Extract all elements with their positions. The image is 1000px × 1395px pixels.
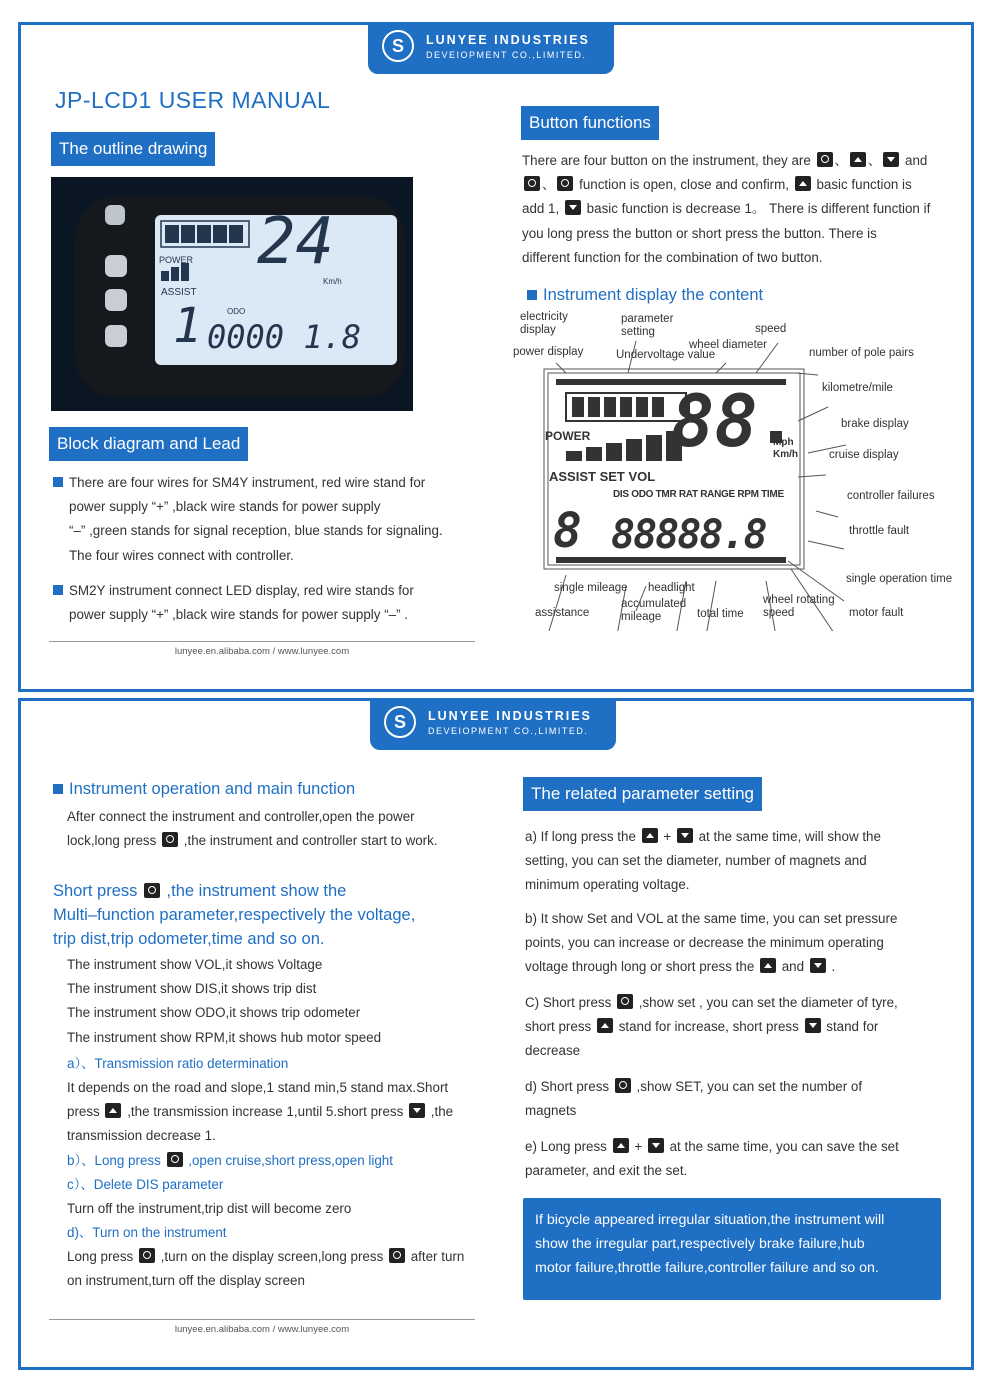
diagram-label-single-mileage: single mileage xyxy=(554,582,628,594)
power-button-icon xyxy=(139,1248,155,1263)
button-functions-text: There are four button on the instrument, they are 、 、 and 、 function is open, close and confirm, basic function is add 1, basic function is decrease 1。 There is different function if you long press the button or short press the button. There is different function for the combination of two button. xyxy=(522,153,931,265)
brand-subtitle: DEVEIOPMENT CO.,LIMITED. xyxy=(428,726,589,736)
diagram-label-brake: brake display xyxy=(841,418,909,430)
lcd-parameter-row: DIS ODO TMR RAT RANGE RPM TIME xyxy=(613,489,784,500)
short-press-lines: The instrument show VOL,it shows Voltage The instrument show DIS,it shows trip dist The instrument show ODO,it shows trip odometer The instrument show RPM,it shows hub motor speed xyxy=(67,957,382,1045)
down-button-icon xyxy=(677,828,693,843)
lcd-digit-row: 88888.8 xyxy=(611,512,766,558)
power-button-icon xyxy=(162,832,178,847)
photo-level: 1 xyxy=(173,298,202,354)
power-button-icon xyxy=(617,994,633,1009)
down-button-icon xyxy=(810,958,826,973)
diagram-label-cruise: cruise display xyxy=(829,449,899,461)
brand-mark-icon: S xyxy=(382,30,414,62)
irregular-situation-callout: If bicycle appeared irregular situation,the instrument will show the irregular part,respectively brake failure,hub motor failure,throttle failure,controller failure and so on. xyxy=(523,1198,941,1300)
manual-title: JP-LCD1 USER MANUAL xyxy=(55,87,331,113)
down-button-icon xyxy=(565,200,581,215)
lcd-photo xyxy=(51,177,413,411)
bullet-square-icon xyxy=(53,784,63,794)
power-button-icon xyxy=(144,883,160,898)
down-button-icon xyxy=(883,152,899,167)
brand-logo xyxy=(370,698,616,750)
up-button-icon xyxy=(642,828,658,843)
diagram-label-power-display: power display xyxy=(513,346,584,358)
manual-page-1 xyxy=(18,22,974,692)
photo-unit: Km/h xyxy=(323,277,342,286)
power-button-icon xyxy=(389,1248,405,1263)
lcd-photo-drawing xyxy=(51,177,413,411)
manual-page-2 xyxy=(18,698,974,1370)
lcd-power-label: POWER xyxy=(545,429,591,443)
section-a-text: It depends on the road and slope,1 stand min,5 stand max.Short press ,the transmission increase 1,until 5.short press ,the transmission decrease 1. xyxy=(67,1080,454,1144)
photo-odometer: 0000 1.8 xyxy=(207,318,362,356)
lcd-small-digit: 8 xyxy=(553,503,582,559)
brand-mark-icon: S xyxy=(384,706,416,738)
section-b-heading: b）、Long press ,open cruise,short press,open light xyxy=(67,1153,393,1168)
photo-assist-label: ASSIST xyxy=(161,287,197,298)
down-button-icon xyxy=(409,1103,425,1118)
diagram-label-wheel-diameter: wheel diameter xyxy=(689,339,767,351)
diagram-label-undervoltage: Undervoltage value xyxy=(616,349,716,361)
parameter-e: e) Long press + at the same time, you can save the set parameter, and exit the set. xyxy=(525,1139,899,1179)
diagram-label-km-mile: kilometre/mile xyxy=(822,382,893,394)
page-1-footer: lunyee.en.alibaba.com / www.lunyee.com xyxy=(49,641,475,657)
photo-odo-label: ODO xyxy=(227,307,246,316)
down-button-icon xyxy=(805,1018,821,1033)
lcd-units: Mph Km/h xyxy=(773,437,798,460)
section-c-text: Turn off the instrument,trip dist will become zero xyxy=(67,1201,352,1216)
diagram-label-motor: motor fault xyxy=(849,607,904,619)
parameter-setting-label: The related parameter setting xyxy=(523,777,762,811)
diagram-label-electricity: electricity display xyxy=(520,311,568,336)
up-button-icon xyxy=(795,176,811,191)
diagram-label-pole-pairs: number of pole pairs xyxy=(809,347,914,359)
block-paragraph-2: SM2Y instrument connect LED display, red wire stands for power supply “+” ,black wire stands for power supply “–” . xyxy=(53,579,493,627)
bullet-square-icon xyxy=(53,585,63,595)
brand-name: LUNYEE INDUSTRIES xyxy=(428,709,592,723)
diagram-label-controller: controller failures xyxy=(847,490,935,502)
up-button-icon xyxy=(597,1018,613,1033)
power-button-icon xyxy=(615,1078,631,1093)
c-button-icon xyxy=(167,1152,183,1167)
diagram-label-wheel-speed: wheel rotating speed xyxy=(763,594,835,619)
lcd-big-digits: 88 xyxy=(671,379,758,463)
diagram-label-throttle: throttle fault xyxy=(849,525,910,537)
down-button-icon xyxy=(648,1138,664,1153)
diagram-label-single-time: single operation time xyxy=(846,573,953,585)
button-functions-label: Button functions xyxy=(521,106,659,140)
diagram-label-total-time: total time xyxy=(697,608,744,620)
photo-speed: 24 xyxy=(257,205,335,279)
diagram-label-accumulated: accumulated mileage xyxy=(621,598,687,623)
section-d-text: Long press ,turn on the display screen,long press after turn on instrument,turn off the display screen xyxy=(67,1249,465,1289)
short-press-heading: Short press ,the instrument show the Multi–function parameter,respectively the voltage, trip dist,trip odometer,time and so on. xyxy=(53,882,416,948)
parameter-d: d) Short press ,show SET, you can set the number of magnets xyxy=(525,1079,863,1119)
section-d-heading: d)、Turn on the instrument xyxy=(67,1225,227,1240)
brand-logo xyxy=(368,22,614,74)
up-button-icon xyxy=(760,958,776,973)
display-content-heading: Instrument display the content xyxy=(527,286,763,305)
parameter-a: a) If long press the + at the same time, will show the setting, you can set the diameter, number of magnets and minimum operating voltage. xyxy=(525,829,881,893)
power-button-icon xyxy=(557,176,573,191)
diagram-label-assistance: assistance xyxy=(535,607,590,619)
up-button-icon xyxy=(850,152,866,167)
parameter-c: C) Short press ,show set , you can set the diameter of tyre, short press stand for increase, short press stand for decrease xyxy=(525,995,898,1059)
outline-label: The outline drawing xyxy=(51,132,215,166)
photo-power-label: POWER xyxy=(159,255,194,265)
operation-heading: Instrument operation and main function xyxy=(53,780,355,799)
diagram-label-parameter: parameter setting xyxy=(621,313,674,338)
bullet-square-icon xyxy=(527,290,537,300)
diagram-label-speed: speed xyxy=(755,323,787,335)
parameter-b: b) It show Set and VOL at the same time, you can set pressure points, you can increase or decrease the minimum operating voltage through long or short press the and . xyxy=(525,911,898,975)
power-button-icon xyxy=(817,152,833,167)
diagram-label-headlight: headlight xyxy=(648,582,695,594)
up-button-icon xyxy=(105,1103,121,1118)
brand-subtitle: DEVEIOPMENT CO.,LIMITED. xyxy=(426,50,587,60)
section-c-heading: c）、Delete DIS parameter xyxy=(67,1177,224,1192)
lcd-mode-row: ASSIST SET VOL xyxy=(549,469,656,484)
up-button-icon xyxy=(613,1138,629,1153)
page-2-footer: lunyee.en.alibaba.com / www.lunyee.com xyxy=(49,1319,475,1335)
c-button-icon xyxy=(524,176,540,191)
block-diagram-label: Block diagram and Lead xyxy=(49,427,248,461)
block-paragraph-1: There are four wires for SM4Y instrument, red wire stand for power supply “+” ,black wire stands for power supply “–” ,green stands for signal reception, blue stands for signaling. The four wires connect with controller. xyxy=(53,471,493,568)
brand-name: LUNYEE INDUSTRIES xyxy=(426,33,590,47)
operation-text: After connect the instrument and controller,open the power lock,long press ,the instrument and controller start to work. xyxy=(67,809,438,849)
section-a-heading: a）、Transmission ratio determination xyxy=(67,1056,289,1071)
bullet-square-icon xyxy=(53,477,63,487)
